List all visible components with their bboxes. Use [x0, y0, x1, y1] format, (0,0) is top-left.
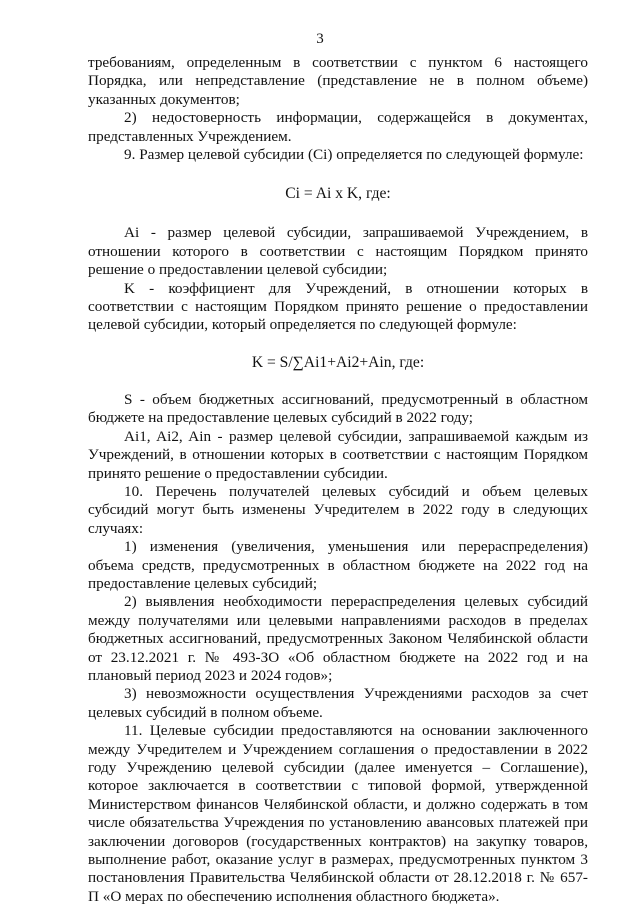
paragraph-clause-9: 9. Размер целевой субсидии (Ci) определяется по следующей формуле: — [124, 146, 584, 164]
paragraph-definition-ai: Ai - размер целевой субсидии, запрашиваемой Учреждением, в отношении которого в соответствии с настоящим Порядком принято решение о предоставлении целевой субсидии; — [88, 224, 588, 279]
paragraph-clause-10-item-2: 2) выявления необходимости перераспределения целевых субсидий между получателями или целевыми направлениями расходов в пределах бюджетных ассигнований, предусмотренных Законом Челябинской области от 23.12.2021 г. № 493-ЗО «Об областном бюджете на 2022 год и на плановый период 2023 и 2024 годов»; — [88, 593, 588, 684]
page-number: 3 — [316, 31, 324, 47]
paragraph-clause-11: 11. Целевые субсидии предоставляются на основании заключенного между Учредителем и Учреждением соглашения о предоставлении в 2022 году Учреждению целевой субсидии (далее именуется – Соглашение), которое заключается в соответствии с типовой формой, утвержденной Министерством финансов Челябинской области, и должно содержать в том числе обязательства Учреждения по установлению авансовых платежей при заключении договоров (государственных контрактов) на закупку товаров, выполнение работ, оказание услуг в размерах, предусмотренных пунктом 3 постановления Правительства Челябинской области от 28.12.2018 г. № 657-П «О мерах по обеспечению исполнения областного бюджета». — [88, 722, 588, 905]
document-body — [88, 54, 588, 906]
paragraph-continuation: требованиям, определенным в соответствии с пунктом 6 настоящего Порядка, или непредставление (представление не в полном объеме) указанных документов; — [88, 54, 588, 108]
formula-subsidy-size: Ci = Ai x K, где: — [285, 185, 391, 203]
formula-coefficient: K = S/∑Ai1+Ai2+Ain, где: — [251, 353, 425, 371]
paragraph-definition-s: S - объем бюджетных ассигнований, предусмотренный в областном бюджете на предоставление целевых субсидий в 2022 году; — [88, 390, 588, 427]
paragraph-clause-10-item-3: 3) невозможности осуществления Учреждениями расходов за счет целевых субсидий в полном объеме. — [88, 685, 588, 721]
paragraph-item-2: 2) недостоверность информации, содержащейся в документах, представленных Учреждением. — [88, 109, 588, 145]
paragraph-definition-k: K - коэффициент для Учреждений, в отношении которых в соответствии с настоящим Порядком принято решение о предоставлении целевой субсидии, который определяется по следующей формуле: — [88, 279, 588, 334]
paragraph-clause-10-item-1: 1) изменения (увеличения, уменьшения или перераспределения) объема средств, предусмотренных в областном бюджете на 2022 год на предоставление целевых субсидий; — [88, 538, 588, 592]
paragraph-definition-ain: Ai1, Ai2, Ain - размер целевой субсидии, запрашиваемой каждым из Учреждений, в отношении которых в соответствии с настоящим Порядком принято решение о предоставлении субсидии. — [88, 427, 588, 482]
paragraph-clause-10: 10. Перечень получателей целевых субсидий и объем целевых субсидий могут быть изменены Учредителем в 2022 году в следующих случаях: — [88, 482, 588, 537]
